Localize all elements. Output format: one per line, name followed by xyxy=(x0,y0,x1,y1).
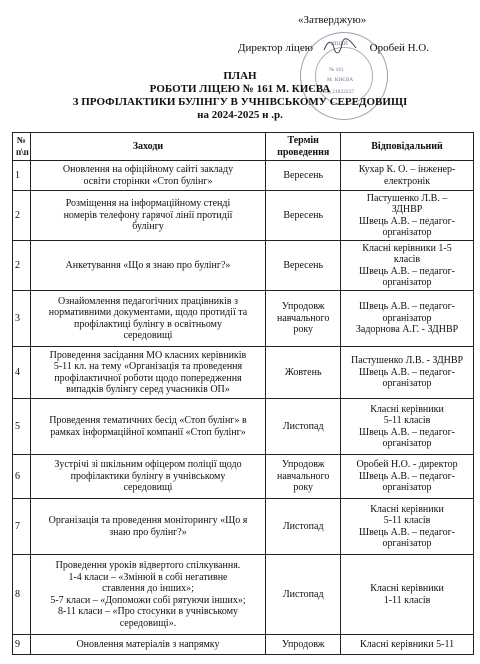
official-stamp: ЛІЦЕЙ № 161 М. КИЄВА код 21822237 xyxy=(300,32,388,120)
action-line: Анкетування «Що я знаю про булінг?» xyxy=(65,259,231,271)
responsible-line: організатор xyxy=(382,538,432,549)
action-line: Проведення засідання МО класних керівників xyxy=(49,349,247,361)
row-number: 1 xyxy=(13,161,31,191)
responsible-line: організатор xyxy=(382,482,432,494)
row-number: 3 xyxy=(13,291,31,347)
responsible-line: Кухар К. О. – інженер- xyxy=(358,164,456,175)
column-header-responsible: Відповідальний xyxy=(341,133,474,161)
action-line: Проведення уроків відвертого спілкування. xyxy=(55,560,241,571)
row-action xyxy=(30,191,266,241)
column-header-number: № п\п xyxy=(13,133,31,161)
action-line: Оновлення матеріалів з напрямку xyxy=(76,638,220,650)
responsible-line: Задорнова А.Г. - ЗДНВР xyxy=(355,324,459,336)
responsible-line: Класні керівники xyxy=(370,403,444,415)
responsible-line: 1-11 класів xyxy=(383,594,431,606)
row-term: Вересень xyxy=(266,191,341,241)
plan-table xyxy=(12,132,474,655)
responsible-line: 5-11 класів xyxy=(383,515,431,526)
table-row xyxy=(13,347,474,399)
action-line: 5-7 класи – «Допоможи собі рятуючи інших»; xyxy=(50,594,246,606)
document-header xyxy=(0,70,480,122)
table-header-row xyxy=(13,133,474,161)
row-responsible xyxy=(341,347,474,399)
action-line: випадків булінгу серед учасників ОП» xyxy=(66,384,230,395)
action-line: ставлення до інших»; xyxy=(102,583,194,594)
responsible-line: організатор xyxy=(382,378,432,390)
row-term: Листопад xyxy=(266,499,341,555)
responsible-line: організатор xyxy=(382,227,432,238)
header-topic: З ПРОФІЛАКТИКИ БУЛІНГУ В УЧНІВСЬКОМУ СЕРЕДОВИЩІ xyxy=(72,96,408,108)
action-line: номерів телефону гарячої лінії протидії xyxy=(63,209,233,221)
row-term: Листопад xyxy=(266,399,341,455)
action-line: середовищі xyxy=(123,330,173,341)
row-action xyxy=(30,635,266,655)
responsible-line: Класні керівники xyxy=(370,503,444,515)
responsible-line: Швець А.В. – педагог- xyxy=(359,426,456,438)
row-number: 8 xyxy=(13,555,31,635)
action-line: профілактичної роботи щодо попередження xyxy=(54,372,242,384)
row-responsible xyxy=(341,499,474,555)
table-row xyxy=(13,161,474,191)
row-term: Упродовж навчального року xyxy=(266,455,341,499)
header-year: на 2024-2025 н .р. xyxy=(197,109,283,121)
table-body xyxy=(13,161,474,655)
responsible-line: Швець А.В. – педагог- xyxy=(359,526,456,538)
column-header-actions: Заходи xyxy=(30,133,266,161)
responsible-line: Швець А.В. – педагог- xyxy=(359,215,456,227)
action-line: Розміщення на інформаційному стенді xyxy=(65,198,231,210)
responsible-line: Швець А.В. – педагог- xyxy=(359,366,456,378)
responsible-line: Оробей Н.О. - директор xyxy=(356,459,458,471)
row-number: 7 xyxy=(13,499,31,555)
responsible-line: Пастушенко Л.В. - ЗДНВР xyxy=(350,355,464,367)
header-subtitle: РОБОТИ ЛІЦЕЮ № 161 М. КИЄВА xyxy=(149,83,331,95)
column-header-term: Термін проведення xyxy=(266,133,341,161)
action-line: 8-11 класи – «Про стосунки в учнівському xyxy=(57,606,239,617)
responsible-line: Пастушенко Л.В. – xyxy=(366,192,448,204)
table-row xyxy=(13,455,474,499)
table-row xyxy=(13,399,474,455)
row-responsible xyxy=(341,161,474,191)
row-term: Жовтень xyxy=(266,347,341,399)
row-number: 2 xyxy=(13,191,31,241)
action-line: Оновлення на офіційному сайті закладу xyxy=(62,164,234,175)
action-line: профілактиці булінгу в освітньому xyxy=(74,318,222,330)
signature xyxy=(322,36,358,56)
row-responsible xyxy=(341,635,474,655)
row-action xyxy=(30,347,266,399)
responsible-line: Швець А.В. – педагог- xyxy=(359,265,456,277)
row-number: 9 xyxy=(13,635,31,655)
row-action xyxy=(30,161,266,191)
row-term: Упродовж xyxy=(266,635,341,655)
row-action xyxy=(30,291,266,347)
responsible-line: ЗДНВР xyxy=(391,204,423,215)
responsible-line: Класні керівники xyxy=(370,583,444,594)
action-line: Зустрічі зі шкільним офіцером поліції щодо xyxy=(54,459,242,471)
responsible-line: Швець А.В. – педагог- xyxy=(359,301,456,313)
table-row xyxy=(13,191,474,241)
action-line: нормативними документами, щодо протидії та xyxy=(48,307,248,318)
action-line: знаю про булінг?» xyxy=(109,526,187,538)
row-responsible xyxy=(341,555,474,635)
row-action xyxy=(30,241,266,291)
action-line: булінгу xyxy=(132,221,164,233)
responsible-line: організатор xyxy=(382,438,432,449)
row-responsible xyxy=(341,191,474,241)
row-responsible xyxy=(341,455,474,499)
row-number: 5 xyxy=(13,399,31,455)
row-number: 4 xyxy=(13,347,31,399)
responsible-line: організатор xyxy=(382,277,432,288)
table-row xyxy=(13,499,474,555)
action-line: профілактики булінгу в учнівському xyxy=(70,470,226,482)
row-responsible xyxy=(341,241,474,291)
row-term: Вересень xyxy=(266,241,341,291)
row-term: Вересень xyxy=(266,161,341,191)
row-action xyxy=(30,499,266,555)
row-action xyxy=(30,455,266,499)
table-row xyxy=(13,555,474,635)
row-term: Упродовж навчального року xyxy=(266,291,341,347)
action-line: 1-4 класи – «Змінюй в собі негативне xyxy=(68,571,228,583)
action-line: середовищі». xyxy=(119,617,177,629)
table-row xyxy=(13,635,474,655)
responsible-line: 5-11 класів xyxy=(383,415,431,426)
row-action xyxy=(30,399,266,455)
action-line: 5-11 кл. на тему «Організація та проведення xyxy=(53,361,243,372)
action-line: середовищі xyxy=(123,482,173,494)
row-term: Листопад xyxy=(266,555,341,635)
row-number: 6 xyxy=(13,455,31,499)
responsible-line: електронік xyxy=(384,175,431,187)
director-name: Оробей Н.О. xyxy=(369,42,429,54)
row-number: 2 xyxy=(13,241,31,291)
row-action xyxy=(30,555,266,635)
action-line: Проведення тематичних бесід «Стоп булінг» в xyxy=(49,415,247,426)
action-line: освіти сторінки «Стоп булінг» xyxy=(83,175,213,187)
row-responsible xyxy=(341,399,474,455)
approve-word: «Затверджую» xyxy=(298,14,367,26)
row-responsible xyxy=(341,291,474,347)
director-title: Директор ліцею xyxy=(238,42,313,54)
table-row xyxy=(13,241,474,291)
action-line: Організація та проведення моніторингу «Що я xyxy=(48,515,248,526)
responsible-line: класів xyxy=(393,254,421,265)
header-title: ПЛАН xyxy=(223,70,257,82)
responsible-line: Класні керівники 5-11 xyxy=(359,638,455,650)
action-line: рамках інформаційної компанії «Стоп булінг» xyxy=(50,426,246,438)
action-line: Ознайомлення педагогічних працівників з xyxy=(57,295,238,307)
responsible-line: організатор xyxy=(382,312,432,324)
responsible-line: Швець А.В. – педагог- xyxy=(359,470,456,482)
responsible-line: Класні керівники 1-5 xyxy=(362,242,452,254)
table-row xyxy=(13,291,474,347)
